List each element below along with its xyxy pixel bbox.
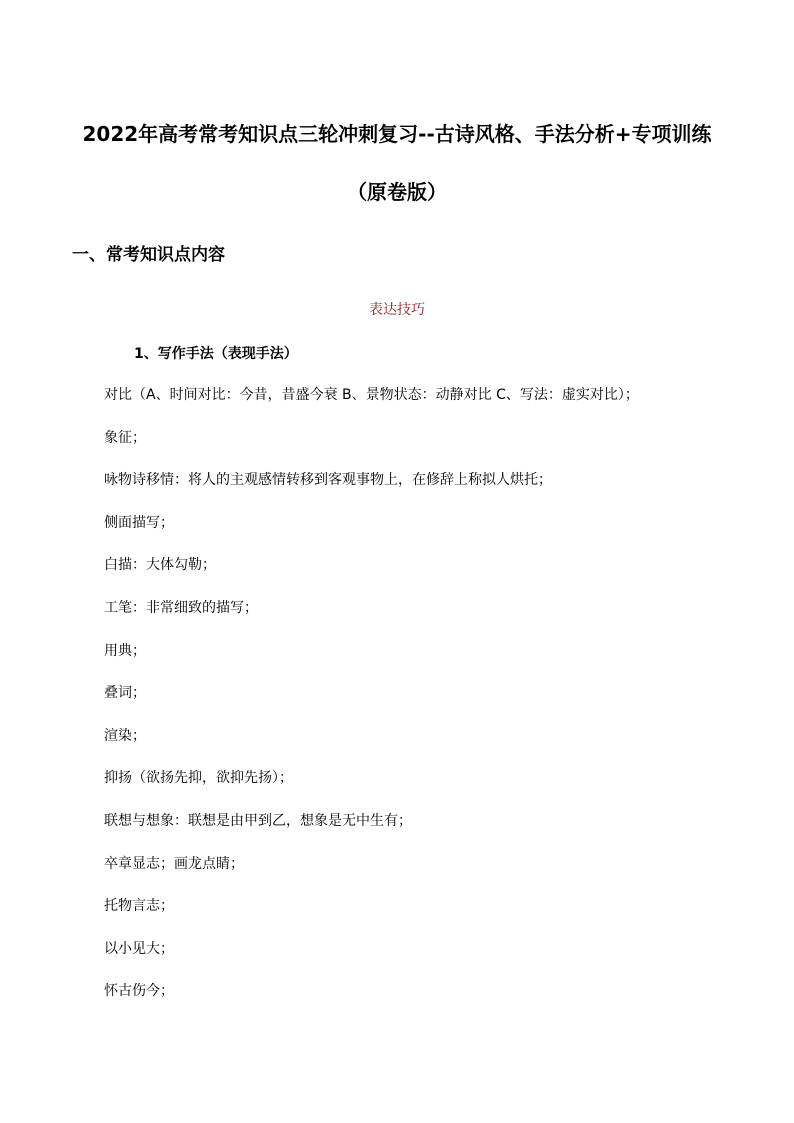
technique-line: 象征； xyxy=(104,429,146,446)
technique-line: 渲染； xyxy=(104,727,146,744)
technique-line: 叠词； xyxy=(104,685,146,702)
technique-line: 侧面描写； xyxy=(104,514,174,531)
technique-line: 以小见大； xyxy=(104,940,174,957)
technique-line: 白描：大体勾勒； xyxy=(104,557,216,574)
document-title-line-2: （原卷版） xyxy=(347,180,447,204)
technique-line: 怀古伤今； xyxy=(104,983,174,1000)
technique-line: 联想与想象：联想是由甲到乙，想象是无中生有； xyxy=(104,812,412,829)
technique-list xyxy=(104,385,639,1024)
technique-line: 工笔：非常细致的描写； xyxy=(104,599,258,616)
section-heading: 一、常考知识点内容 xyxy=(72,245,225,265)
technique-line: 托物言志； xyxy=(104,898,174,915)
technique-line: 卒章显志；画龙点睛； xyxy=(104,855,244,872)
subsection-heading: 表达技巧 xyxy=(369,302,425,318)
item-heading: 1、写作手法（表现手法） xyxy=(134,346,298,362)
technique-line: 用典； xyxy=(104,642,146,659)
document-title-line-1: 2022年高考常考知识点三轮冲刺复习--古诗风格、手法分析+专项训练 xyxy=(82,122,712,146)
technique-line: 抑扬（欲扬先抑，欲抑先扬）； xyxy=(104,770,293,787)
technique-line: 对比（A、时间对比：今昔，昔盛今衰 B、景物状态：动静对比 C、写法：虚实对比）； xyxy=(104,387,639,403)
technique-line: 咏物诗移情：将人的主观感情转移到客观事物上，在修辞上称拟人烘托； xyxy=(104,472,552,489)
